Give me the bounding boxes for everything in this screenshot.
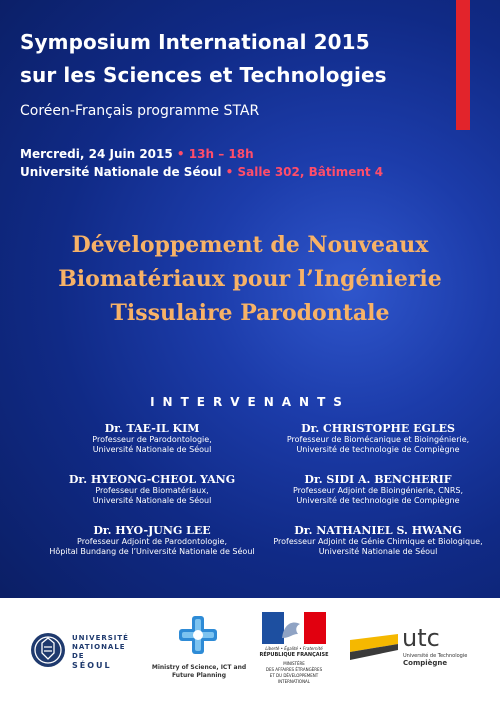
event-room: Salle 302, Bâtiment 4 — [237, 165, 384, 179]
speaker-title: Professeur de Biomécanique et Bioingénierie, — [286, 435, 470, 444]
speaker-card — [32, 524, 272, 557]
speaker-title: Professeur Adjoint de Bioingénierie, CNRS, — [292, 486, 463, 495]
utc-logo — [350, 626, 475, 672]
speaker-name: Dr. SIDI A. BENCHERIF — [304, 473, 452, 486]
marianne-flag-icon — [262, 612, 326, 644]
speaker-name: Dr. TAE-IL KIM — [104, 422, 200, 435]
france-republic: RÉPUBLIQUE FRANÇAISE — [259, 652, 329, 658]
snu-line-3: SÉOUL — [72, 661, 112, 670]
france-ministry-line-1: MINISTÈRE — [283, 661, 305, 666]
main-title-line-1: Développement de Nouveaux — [71, 232, 429, 258]
snu-line-1: UNIVERSITÉ — [72, 634, 129, 642]
speaker-name: Dr. HYO-JUNG LEE — [93, 524, 211, 537]
snu-logo — [30, 628, 140, 672]
main-title-line-2: Biomatériaux pour l’Ingénierie — [58, 266, 442, 292]
main-title-line-3: Tissulaire Parodontale — [110, 300, 390, 326]
ministry-line-1: Ministry of Science, ICT and — [151, 664, 247, 671]
france-ministry-logo — [258, 612, 330, 698]
speaker-card — [258, 422, 498, 455]
bullet-separator: • — [225, 165, 234, 179]
ministry-logo — [151, 614, 247, 694]
speaker-title: Professeur Adjoint de Parodontologie, — [77, 537, 227, 546]
france-ministry-line-4: INTERNATIONAL — [277, 679, 311, 684]
speaker-affiliation: Université Nationale de Séoul — [92, 445, 212, 454]
ministry-emblem-icon — [177, 614, 219, 656]
speaker-card — [258, 473, 498, 506]
event-location — [20, 165, 383, 179]
speaker-affiliation: Université Nationale de Séoul — [318, 547, 438, 556]
event-title-line-2: sur les Sciences et Technologies — [20, 63, 387, 87]
speaker-name: Dr. NATHANIEL S. HWANG — [294, 524, 462, 537]
ministry-line-2: Future Planning — [172, 672, 226, 679]
snu-line-2: NATIONALE DE — [72, 643, 126, 660]
event-subtitle: Coréen-Français programme STAR — [20, 103, 260, 119]
speaker-name: Dr. HYEONG-CHEOL YANG — [68, 473, 236, 486]
speaker-affiliation: Université Nationale de Séoul — [92, 496, 212, 505]
speaker-affiliation: Université de technologie de Compiègne — [296, 445, 460, 454]
speaker-affiliation: Hôpital Bundang de l’Université Nationale de Séoul — [49, 547, 255, 556]
utc-line-2: Compiègne — [403, 659, 448, 667]
speaker-title: Professeur de Biomatériaux, — [95, 486, 209, 495]
france-ministry-line-3: ET DU DÉVELOPPEMENT — [269, 673, 319, 678]
red-accent-stripe — [456, 0, 470, 130]
snu-emblem-icon — [30, 630, 66, 670]
utc-line-1: Université de Technologie — [403, 653, 468, 659]
bullet-separator: • — [176, 147, 185, 161]
speaker-card — [258, 524, 498, 557]
event-date-time — [20, 147, 254, 161]
speaker-card — [32, 473, 272, 506]
event-title-line-1: Symposium International 2015 — [20, 30, 370, 54]
speaker-title: Professeur de Parodontologie, — [92, 435, 212, 444]
speaker-name: Dr. CHRISTOPHE EGLES — [301, 422, 455, 435]
event-time: 13h – 18h — [188, 147, 254, 161]
utc-abbr: utc — [402, 624, 440, 652]
france-ministry-line-2: DES AFFAIRES ÉTRANGÈRES — [265, 667, 323, 672]
speaker-title: Professeur Adjoint de Génie Chimique et Biologique, — [273, 537, 483, 546]
utc-emblem-icon — [350, 630, 398, 664]
event-date: Mercredi, 24 Juin 2015 — [20, 147, 173, 161]
sponsor-logos-strip — [0, 598, 500, 710]
event-place: Université Nationale de Séoul — [20, 165, 222, 179]
speakers-heading: INTERVENANTS — [150, 395, 350, 409]
speaker-card — [32, 422, 272, 455]
france-motto: Liberté • Égalité • Fraternité — [265, 646, 323, 651]
speaker-affiliation: Université de technologie de Compiègne — [296, 496, 460, 505]
